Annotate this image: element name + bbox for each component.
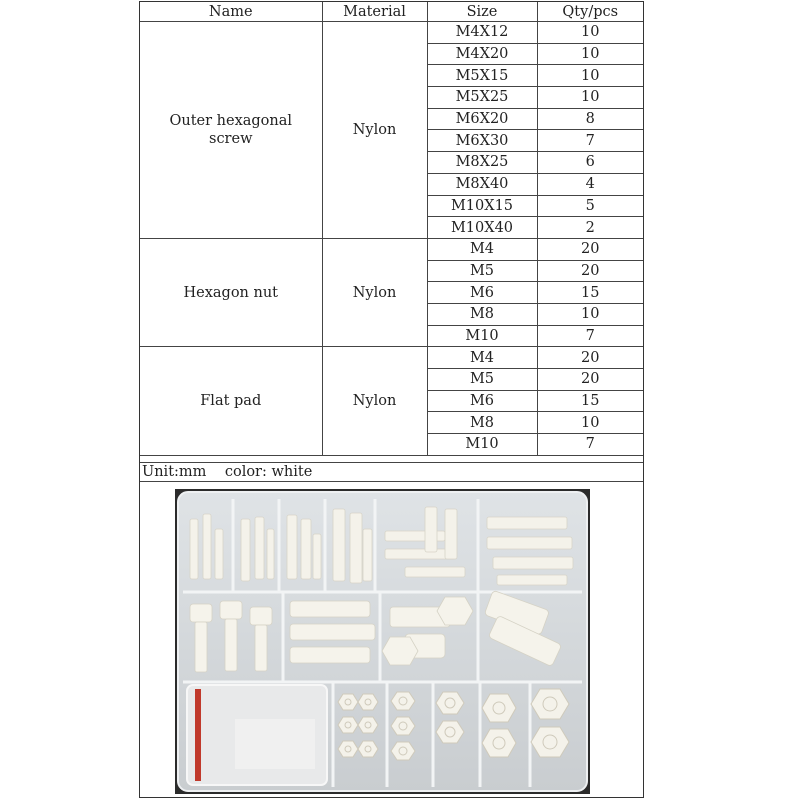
header-qty: Qty/pcs	[537, 2, 643, 22]
item-material: Nylon	[322, 238, 427, 346]
item-qty: 10	[537, 87, 643, 109]
item-qty: 7	[537, 434, 643, 456]
item-qty: 10	[537, 22, 643, 44]
header-size: Size	[427, 2, 537, 22]
item-qty: 7	[537, 325, 643, 347]
item-size: M10	[427, 434, 537, 456]
item-name: Hexagon nut	[140, 238, 322, 346]
table-row	[140, 238, 643, 260]
item-qty: 10	[537, 412, 643, 434]
spec-sheet	[139, 1, 644, 798]
item-size: M6	[427, 390, 537, 412]
item-name: Outer hexagonal screw	[140, 22, 322, 239]
header-material: Material	[322, 2, 427, 22]
item-size: M4X20	[427, 43, 537, 65]
item-size: M5	[427, 260, 537, 282]
item-size: M6X30	[427, 130, 537, 152]
header-row	[140, 2, 643, 22]
item-size: M10X15	[427, 195, 537, 217]
item-size: M10	[427, 325, 537, 347]
item-qty: 5	[537, 195, 643, 217]
item-qty: 6	[537, 152, 643, 174]
item-qty: 4	[537, 173, 643, 195]
item-size: M8X40	[427, 173, 537, 195]
item-qty: 15	[537, 282, 643, 304]
item-size: M4X12	[427, 22, 537, 44]
table-row	[140, 347, 643, 369]
item-qty: 20	[537, 347, 643, 369]
unit-color-note: Unit:mm color: white	[140, 462, 643, 482]
item-size: M8X25	[427, 152, 537, 174]
item-qty: 7	[537, 130, 643, 152]
item-size: M4	[427, 347, 537, 369]
item-size: M8	[427, 412, 537, 434]
item-qty: 10	[537, 65, 643, 87]
spec-table	[140, 2, 643, 456]
product-photo	[175, 489, 590, 794]
item-qty: 15	[537, 390, 643, 412]
spec-body	[140, 22, 643, 456]
item-qty: 8	[537, 108, 643, 130]
item-material: Nylon	[322, 347, 427, 455]
item-size: M4	[427, 238, 537, 260]
item-size: M5	[427, 369, 537, 391]
item-name: Flat pad	[140, 347, 322, 455]
item-qty: 20	[537, 238, 643, 260]
item-size: M5X15	[427, 65, 537, 87]
table-row	[140, 22, 643, 44]
bag-of-washers	[187, 685, 327, 785]
item-material: Nylon	[322, 22, 427, 239]
header-name: Name	[140, 2, 322, 22]
item-qty: 10	[537, 43, 643, 65]
item-qty: 10	[537, 303, 643, 325]
item-size: M5X25	[427, 87, 537, 109]
item-qty: 20	[537, 369, 643, 391]
item-size: M6	[427, 282, 537, 304]
item-qty: 2	[537, 217, 643, 239]
item-qty: 20	[537, 260, 643, 282]
item-size: M6X20	[427, 108, 537, 130]
item-size: M10X40	[427, 217, 537, 239]
item-size: M8	[427, 303, 537, 325]
